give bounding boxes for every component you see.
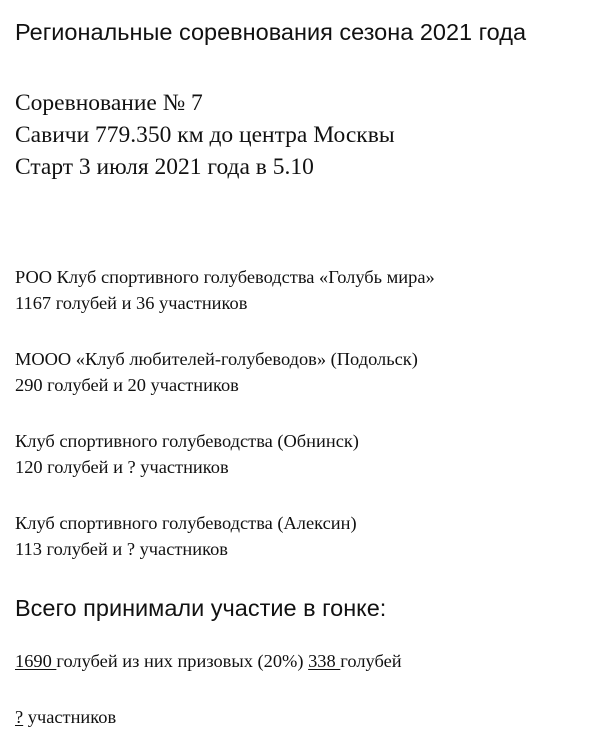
club-stats: 290 голубей и 20 участников xyxy=(15,375,239,395)
summary-heading: Всего принимали участие в гонке: xyxy=(15,595,387,621)
participants-text: участников xyxy=(23,707,117,727)
page-title: Региональные соревнования сезона 2021 года xyxy=(15,19,527,45)
race-number: Соревнование № 7 xyxy=(15,90,203,116)
club-stats: 113 голубей и ? участников xyxy=(15,539,228,559)
club-name: МООО «Клуб любителей-голубеводов» (Подольск) xyxy=(15,349,418,369)
total-birds-value: 1690 xyxy=(15,651,57,671)
club-name: РОО Клуб спортивного голубеводства «Голубь мира» xyxy=(15,267,435,287)
summary-totals xyxy=(15,650,402,672)
participants-value: ? xyxy=(15,707,24,727)
race-start: Старт 3 июля 2021 года в 5.10 xyxy=(15,154,314,180)
summary-participants xyxy=(15,706,116,728)
club-stats: 120 голубей и ? участников xyxy=(15,457,229,477)
club-name: Клуб спортивного голубеводства (Обнинск) xyxy=(15,431,359,451)
race-location: Савичи 779.350 км до центра Москвы xyxy=(15,122,395,148)
prize-birds-value: 338 xyxy=(308,651,341,671)
club-stats: 1167 голубей и 36 участников xyxy=(15,293,248,313)
birds-text: голубей из них призовых (20%) xyxy=(56,651,304,671)
club-name: Клуб спортивного голубеводства (Алексин) xyxy=(15,513,357,533)
prize-text: голубей xyxy=(340,651,402,671)
